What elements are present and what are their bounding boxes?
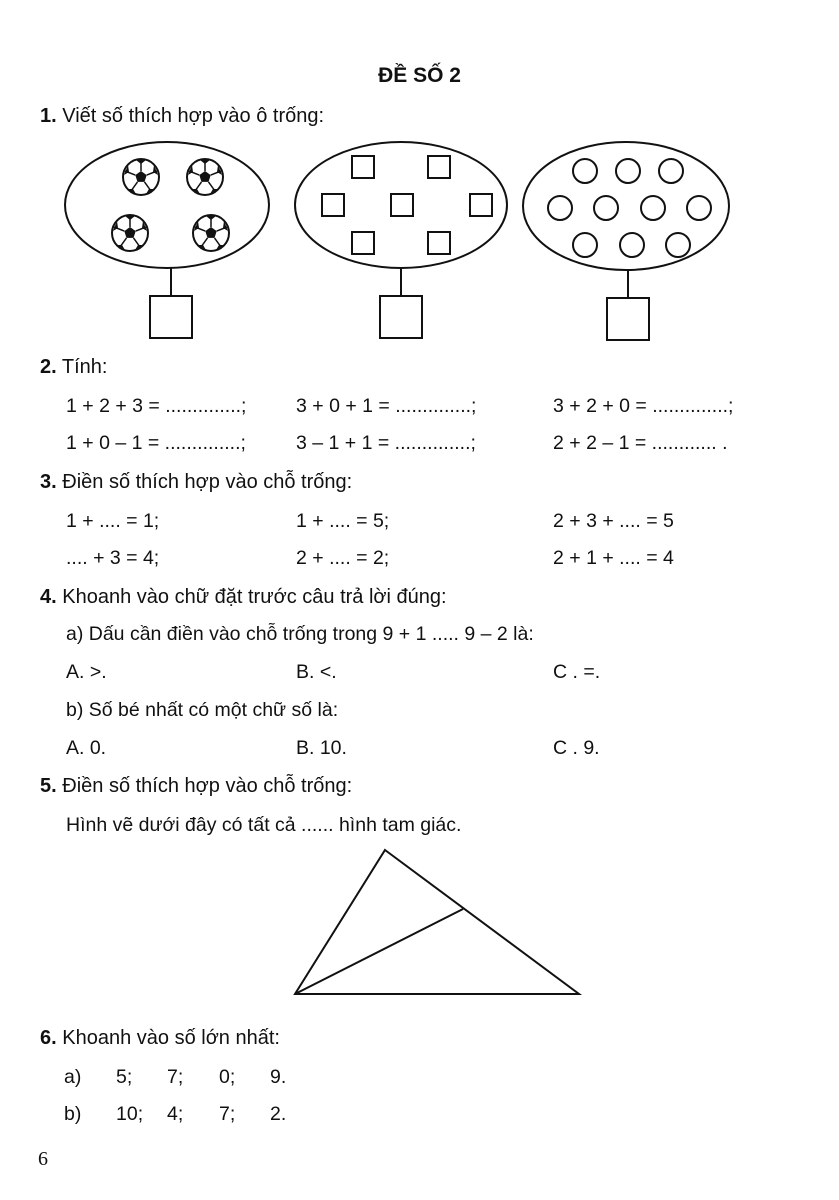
q3-r1-c3: 2 + 3 + .... = 5 <box>553 510 674 532</box>
circle-shape <box>616 159 640 183</box>
question-6-heading <box>40 1027 280 1050</box>
oval-group-balls <box>65 142 269 338</box>
q6a-value[interactable]: 0; <box>219 1066 236 1088</box>
circle-shape <box>573 233 597 257</box>
oval-squares <box>295 142 507 268</box>
square-shape <box>352 156 374 178</box>
q2-r1-c3: 3 + 2 + 0 = ..............; <box>553 395 734 417</box>
q5-subtext: Hình vẽ dưới đây có tất cả ...... hình tam giác. <box>66 814 462 836</box>
q6b-value[interactable]: 2. <box>270 1103 287 1125</box>
circle-shape <box>548 196 572 220</box>
q4a-option-b[interactable]: B. <. <box>296 661 337 683</box>
q6a-value[interactable]: 9. <box>270 1066 287 1088</box>
q6b-value[interactable]: 10; <box>116 1103 144 1125</box>
triangle-figure <box>295 850 579 994</box>
q6a-value[interactable]: 5; <box>116 1066 133 1088</box>
q6a-value[interactable]: 7; <box>167 1066 184 1088</box>
oval-group-squares <box>295 142 507 338</box>
q3-r1-c1: 1 + .... = 1; <box>66 510 160 532</box>
question-5-number: 5. <box>40 775 57 797</box>
soccer-ball-icon <box>187 159 223 195</box>
q4b-option-b[interactable]: B. 10. <box>296 737 347 759</box>
circle-shape <box>659 159 683 183</box>
question-4-heading <box>40 586 447 609</box>
square-shape <box>322 194 344 216</box>
q4b-text: b) Số bé nhất có một chữ số là: <box>66 699 339 721</box>
q4a-option-a[interactable]: A. >. <box>66 661 107 683</box>
question-3-text: Điền số thích hợp vào chỗ trống: <box>62 471 353 493</box>
square-shape <box>352 232 374 254</box>
answer-box[interactable] <box>150 296 192 338</box>
q4a-option-c[interactable]: C . =. <box>553 661 601 683</box>
question-3-number: 3. <box>40 471 57 493</box>
q6b-value[interactable]: 4; <box>167 1103 184 1125</box>
circle-shape <box>620 233 644 257</box>
oval-group-circles <box>523 142 729 340</box>
square-shape <box>428 232 450 254</box>
question-6-number: 6. <box>40 1027 57 1049</box>
question-2-number: 2. <box>40 356 57 378</box>
page-title: ĐỀ SỐ 2 <box>378 64 461 87</box>
circle-shape <box>594 196 618 220</box>
q3-r2-c2: 2 + .... = 2; <box>296 547 390 569</box>
soccer-ball-icon <box>193 215 229 251</box>
question-2-text: Tính: <box>61 356 108 378</box>
q6a-label: a) <box>64 1066 82 1088</box>
question-4-text: Khoanh vào chữ đặt trước câu trả lời đúng: <box>62 586 447 608</box>
q2-r1-c2: 3 + 0 + 1 = ..............; <box>296 395 477 417</box>
soccer-ball-icon <box>123 159 159 195</box>
square-shape <box>391 194 413 216</box>
q2-r1-c1: 1 + 2 + 3 = ..............; <box>66 395 247 417</box>
question-3-heading <box>40 471 352 494</box>
q6b-value[interactable]: 7; <box>219 1103 236 1125</box>
q4a-text: a) Dấu cần điền vào chỗ trống trong 9 + 1 ..... 9 – 2 là: <box>66 623 534 645</box>
question-1-text: Viết số thích hợp vào ô trống: <box>62 105 325 127</box>
square-shape <box>470 194 492 216</box>
question-4-number: 4. <box>40 586 57 608</box>
q4b-option-a[interactable]: A. 0. <box>66 737 107 759</box>
q6b-label: b) <box>64 1103 82 1125</box>
question-2-heading <box>40 356 107 379</box>
circle-shape <box>641 196 665 220</box>
answer-box[interactable] <box>380 296 422 338</box>
question-5-text: Điền số thích hợp vào chỗ trống: <box>62 775 353 797</box>
q2-r2-c2: 3 – 1 + 1 = ..............; <box>296 432 476 454</box>
question-5-heading <box>40 775 352 798</box>
triangle-divider <box>295 909 463 994</box>
q2-r2-c3: 2 + 2 – 1 = ............ . <box>553 432 728 454</box>
q3-r2-c1: .... + 3 = 4; <box>66 547 160 569</box>
q3-r1-c2: 1 + .... = 5; <box>296 510 390 532</box>
question-6-text: Khoanh vào số lớn nhất: <box>62 1027 280 1049</box>
q2-r2-c1: 1 + 0 – 1 = ..............; <box>66 432 246 454</box>
oval-circles <box>523 142 729 270</box>
answer-box[interactable] <box>607 298 649 340</box>
question-1-number: 1. <box>40 105 57 127</box>
oval-balls <box>65 142 269 268</box>
q4b-option-c[interactable]: C . 9. <box>553 737 600 759</box>
square-shape <box>428 156 450 178</box>
circle-shape <box>666 233 690 257</box>
soccer-ball-icon <box>112 215 148 251</box>
circle-shape <box>573 159 597 183</box>
page-number: 6 <box>38 1148 48 1170</box>
q3-r2-c3: 2 + 1 + .... = 4 <box>553 547 674 569</box>
circle-shape <box>687 196 711 220</box>
